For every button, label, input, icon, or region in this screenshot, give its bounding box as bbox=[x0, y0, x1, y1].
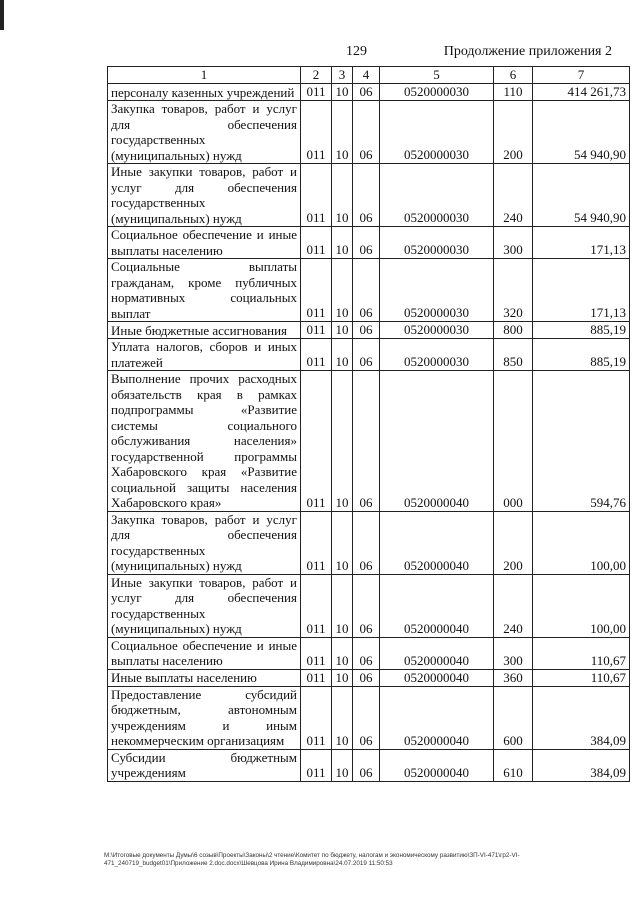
expense-name: Иные бюджетные ассигнования bbox=[108, 322, 301, 339]
expense-type-code: 110 bbox=[494, 84, 533, 101]
amount: 885,19 bbox=[533, 322, 630, 339]
subsection-code: 06 bbox=[353, 84, 380, 101]
expense-type-code: 600 bbox=[494, 686, 533, 749]
expense-name: Социальное обеспечение и иные выплаты населению bbox=[108, 227, 301, 259]
target-article-code: 0520000030 bbox=[380, 339, 494, 371]
table-row bbox=[108, 227, 630, 259]
section-code: 10 bbox=[332, 574, 353, 637]
column-header: 2 bbox=[301, 67, 332, 84]
target-article-code: 0520000030 bbox=[380, 322, 494, 339]
expense-type-code: 300 bbox=[494, 227, 533, 259]
amount: 100,00 bbox=[533, 511, 630, 574]
amount: 384,09 bbox=[533, 686, 630, 749]
target-article-code: 0520000040 bbox=[380, 371, 494, 512]
ministry-code: 011 bbox=[301, 511, 332, 574]
table-row bbox=[108, 339, 630, 371]
section-code: 10 bbox=[332, 637, 353, 669]
table-row bbox=[108, 371, 630, 512]
subsection-code: 06 bbox=[353, 322, 380, 339]
subsection-code: 06 bbox=[353, 101, 380, 164]
table-row bbox=[108, 511, 630, 574]
column-header: 6 bbox=[494, 67, 533, 84]
ministry-code: 011 bbox=[301, 259, 332, 322]
target-article-code: 0520000040 bbox=[380, 686, 494, 749]
expense-name: Субсидии бюджетным учреждениям bbox=[108, 749, 301, 781]
column-header: 5 bbox=[380, 67, 494, 84]
expense-name: Закупка товаров, работ и услуг для обеспечения государственных (муниципальных) нужд bbox=[108, 511, 301, 574]
column-header: 4 bbox=[353, 67, 380, 84]
ministry-code: 011 bbox=[301, 686, 332, 749]
table-row bbox=[108, 259, 630, 322]
amount: 171,13 bbox=[533, 227, 630, 259]
amount: 54 940,90 bbox=[533, 101, 630, 164]
expense-type-code: 240 bbox=[494, 164, 533, 227]
subsection-code: 06 bbox=[353, 227, 380, 259]
section-code: 10 bbox=[332, 101, 353, 164]
file-path-footer: M:\Итоговые документы Думы\6 созыв\Проекты\Законы\2 чтение\Комитет по бюджету, налогам и экономическому развитию\ЗП-VI-471\гр2-VI-471_240719_budget01\Приложение 2.doc.docx\Шевцова Ирина Владимировна\24.07.2019 11:50:53 bbox=[104, 852, 520, 867]
amount: 384,09 bbox=[533, 749, 630, 781]
section-code: 10 bbox=[332, 371, 353, 512]
section-code: 10 bbox=[332, 669, 353, 686]
target-article-code: 0520000040 bbox=[380, 511, 494, 574]
expense-name: Иные закупки товаров, работ и услуг для обеспечения государственных (муниципальных) нужд bbox=[108, 574, 301, 637]
amount: 54 940,90 bbox=[533, 164, 630, 227]
ministry-code: 011 bbox=[301, 669, 332, 686]
expense-name: Иные выплаты населению bbox=[108, 669, 301, 686]
table-row bbox=[108, 669, 630, 686]
expense-name: Социальные выплаты гражданам, кроме публичных нормативных социальных выплат bbox=[108, 259, 301, 322]
subsection-code: 06 bbox=[353, 686, 380, 749]
column-header: 3 bbox=[332, 67, 353, 84]
expense-name: Социальное обеспечение и иные выплаты населению bbox=[108, 637, 301, 669]
target-article-code: 0520000030 bbox=[380, 259, 494, 322]
ministry-code: 011 bbox=[301, 84, 332, 101]
table-row bbox=[108, 101, 630, 164]
amount: 885,19 bbox=[533, 339, 630, 371]
ministry-code: 011 bbox=[301, 749, 332, 781]
ministry-code: 011 bbox=[301, 574, 332, 637]
target-article-code: 0520000030 bbox=[380, 84, 494, 101]
ministry-code: 011 bbox=[301, 101, 332, 164]
table-row bbox=[108, 637, 630, 669]
table-header-row bbox=[108, 67, 630, 84]
expense-name: Закупка товаров, работ и услуг для обеспечения государственных (муниципальных) нужд bbox=[108, 101, 301, 164]
amount: 110,67 bbox=[533, 637, 630, 669]
column-header: 1 bbox=[108, 67, 301, 84]
ministry-code: 011 bbox=[301, 227, 332, 259]
expense-type-code: 000 bbox=[494, 371, 533, 512]
expense-type-code: 200 bbox=[494, 511, 533, 574]
target-article-code: 0520000040 bbox=[380, 637, 494, 669]
subsection-code: 06 bbox=[353, 669, 380, 686]
section-code: 10 bbox=[332, 227, 353, 259]
subsection-code: 06 bbox=[353, 511, 380, 574]
expense-name: Выполнение прочих расходных обязательств края в рамках подпрограммы «Развитие системы социального обслуживания населения» государственной программы Хабаровского края «Развитие социальной защиты населения Хабаровского края» bbox=[108, 371, 301, 512]
ministry-code: 011 bbox=[301, 371, 332, 512]
expense-type-code: 610 bbox=[494, 749, 533, 781]
expense-type-code: 800 bbox=[494, 322, 533, 339]
ministry-code: 011 bbox=[301, 637, 332, 669]
page-number: 129 bbox=[346, 44, 367, 59]
section-code: 10 bbox=[332, 322, 353, 339]
subsection-code: 06 bbox=[353, 259, 380, 322]
expense-type-code: 200 bbox=[494, 101, 533, 164]
subsection-code: 06 bbox=[353, 749, 380, 781]
table-row bbox=[108, 749, 630, 781]
table-row bbox=[108, 164, 630, 227]
target-article-code: 0520000040 bbox=[380, 749, 494, 781]
budget-table bbox=[107, 66, 630, 782]
section-code: 10 bbox=[332, 686, 353, 749]
target-article-code: 0520000040 bbox=[380, 669, 494, 686]
ministry-code: 011 bbox=[301, 164, 332, 227]
expense-name: Предоставление субсидий бюджетным, автономным учреждениям и иным некоммерческим организациям bbox=[108, 686, 301, 749]
target-article-code: 0520000030 bbox=[380, 227, 494, 259]
section-code: 10 bbox=[332, 749, 353, 781]
section-code: 10 bbox=[332, 84, 353, 101]
expense-type-code: 240 bbox=[494, 574, 533, 637]
subsection-code: 06 bbox=[353, 164, 380, 227]
ministry-code: 011 bbox=[301, 339, 332, 371]
table-row bbox=[108, 574, 630, 637]
page-edge-mark bbox=[0, 0, 4, 30]
ministry-code: 011 bbox=[301, 322, 332, 339]
amount: 100,00 bbox=[533, 574, 630, 637]
target-article-code: 0520000040 bbox=[380, 574, 494, 637]
continuation-label: Продолжение приложения 2 bbox=[443, 44, 612, 59]
amount: 110,67 bbox=[533, 669, 630, 686]
section-code: 10 bbox=[332, 164, 353, 227]
expense-type-code: 320 bbox=[494, 259, 533, 322]
subsection-code: 06 bbox=[353, 574, 380, 637]
expense-type-code: 360 bbox=[494, 669, 533, 686]
section-code: 10 bbox=[332, 511, 353, 574]
section-code: 10 bbox=[332, 259, 353, 322]
subsection-code: 06 bbox=[353, 371, 380, 512]
expense-name: персоналу казенных учреждений bbox=[108, 84, 301, 101]
expense-name: Иные закупки товаров, работ и услуг для обеспечения государственных (муниципальных) нужд bbox=[108, 164, 301, 227]
expense-type-code: 300 bbox=[494, 637, 533, 669]
amount: 414 261,73 bbox=[533, 84, 630, 101]
expense-name: Уплата налогов, сборов и иных платежей bbox=[108, 339, 301, 371]
target-article-code: 0520000030 bbox=[380, 101, 494, 164]
amount: 171,13 bbox=[533, 259, 630, 322]
target-article-code: 0520000030 bbox=[380, 164, 494, 227]
table-row bbox=[108, 686, 630, 749]
table-row bbox=[108, 84, 630, 101]
expense-type-code: 850 bbox=[494, 339, 533, 371]
subsection-code: 06 bbox=[353, 339, 380, 371]
table-row bbox=[108, 322, 630, 339]
section-code: 10 bbox=[332, 339, 353, 371]
column-header: 7 bbox=[533, 67, 630, 84]
subsection-code: 06 bbox=[353, 637, 380, 669]
amount: 594,76 bbox=[533, 371, 630, 512]
